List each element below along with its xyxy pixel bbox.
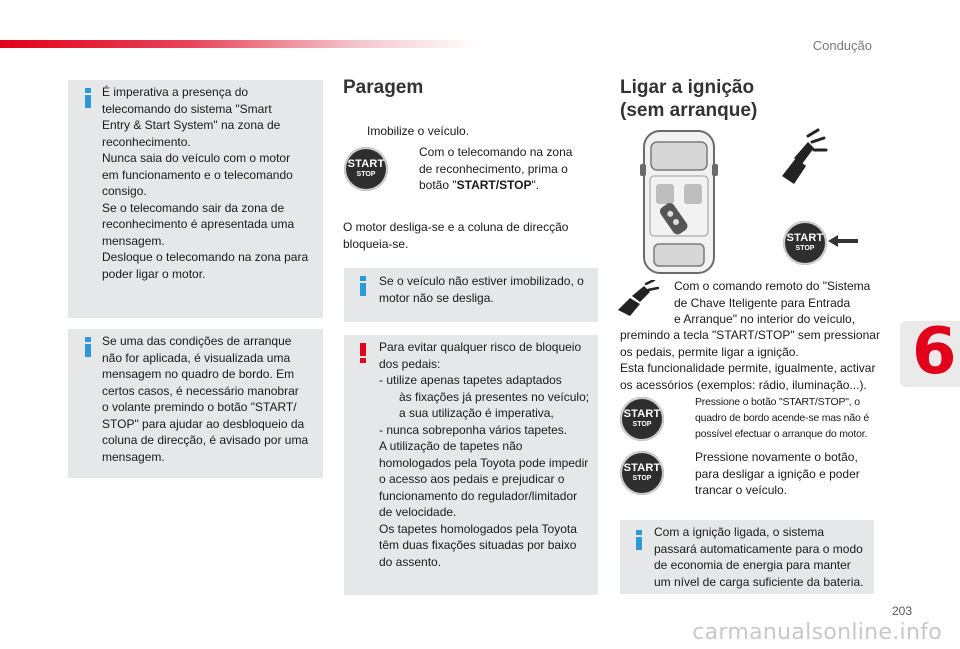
header-accent-bar: [0, 40, 480, 48]
info-icon: [82, 337, 94, 357]
info-box-start-conditions: [68, 329, 323, 478]
step-press-start-stop-ignition: Pressione o botão "START/STOP", o quadro de bordo acende-se mas não é possível efectuar o arranque do motor.: [695, 396, 869, 440]
ignition-description: premindo a tecla "START/STOP" sem pressionar os pedais, permite ligar a ignição. Esta funcionalidade permite, igualmente, activar os acessórios (exemplos: rádio, iluminação...).: [620, 328, 880, 392]
paragraph-engine-off: O motor desliga-se e a coluna de direcção bloqueia-se.: [343, 220, 569, 251]
warning-icon: [357, 343, 369, 363]
section-heading-ignition: Ligar a ignição (sem arranque): [620, 77, 758, 121]
step-press-again: Pressione novamente o botão, para desligar a ignição e poder trancar o veículo.: [695, 450, 860, 497]
info-icon: [82, 88, 94, 108]
page-number: 203: [891, 604, 912, 618]
info-box-smart-entry: [68, 80, 323, 318]
start-stop-button-icon: START STOP: [620, 451, 664, 495]
info-icon: [633, 530, 645, 550]
start-stop-button-icon: START STOP: [344, 147, 388, 191]
warning-box-floor-mats: [344, 335, 598, 595]
start-stop-button-icon: START STOP: [783, 221, 827, 265]
step-immobilize: Imobilize o veículo.: [367, 124, 470, 138]
car-top-view-illustration: [640, 128, 722, 276]
chapter-number: 6: [912, 315, 957, 389]
info-box-text: Com a ignição ligada, o sistema passará automaticamente para o modo de economia de energia para manter um nível de carga suficiente da bateria.: [654, 525, 864, 589]
info-box-text: Se uma das condições de arranque não for aplicada, é visualizada uma mensagem no quadro de bordo. Em certos casos, é necessário manobrar o volante premindo o botão "START/ STOP" para ajudar ao desbloqueio da coluna de direcção, é avisado por uma mensagem.: [102, 334, 309, 464]
info-icon: [357, 276, 369, 296]
step-press-start-stop: Com o telecomando na zona de reconhecimento, prima o botão "START/STOP".: [419, 145, 573, 192]
section-heading-paragem: Paragem: [343, 77, 424, 98]
info-box-not-immobilized: [344, 268, 598, 322]
info-box-text: É imperativa a presença do telecomando do sistema "Smart Entry & Start System" na zona de reconhecimento. Nunca saia do veículo com o motor em funcionamento e o telecomando consigo. Se o telecomando sair da zona de reconhecimento é apresentada uma mensagem. Desloque o telecomando na zona para poder ligar o motor.: [102, 85, 309, 281]
start-stop-button-icon: START STOP: [620, 397, 664, 441]
info-box-energy-saving: [620, 520, 874, 594]
warning-box-text: Para evitar qualquer risco de bloqueio dos pedais: - utilize apenas tapetes adaptados às fixações já presentes no veículo; a sua utilização é imperativa, - nunca sobreponha vários tapetes. A utilização de tapetes não homologados pela Toyota pode impedir o acesso aos pedais e prejudicar o funcionamento do regulador/limitador de velocidade. Os tapetes homologados pela Toyota têm duas fixações situadas por baixo do assento.: [379, 340, 590, 569]
arrow-left-icon: [826, 233, 860, 249]
remote-description: Com o comando remoto do "Sistema de Chave Iteligente para Entrada e Arranque" no interior do veículo,: [674, 279, 871, 326]
info-box-text: Se o veículo não estiver imobilizado, o motor não se desliga.: [379, 274, 584, 305]
hand-remote-icon: [614, 280, 660, 320]
watermark: carmanualsonline.info: [692, 620, 942, 645]
chapter-title: Condução: [812, 38, 872, 53]
hand-pressing-icon: [772, 128, 830, 188]
chapter-tab: [900, 315, 960, 389]
